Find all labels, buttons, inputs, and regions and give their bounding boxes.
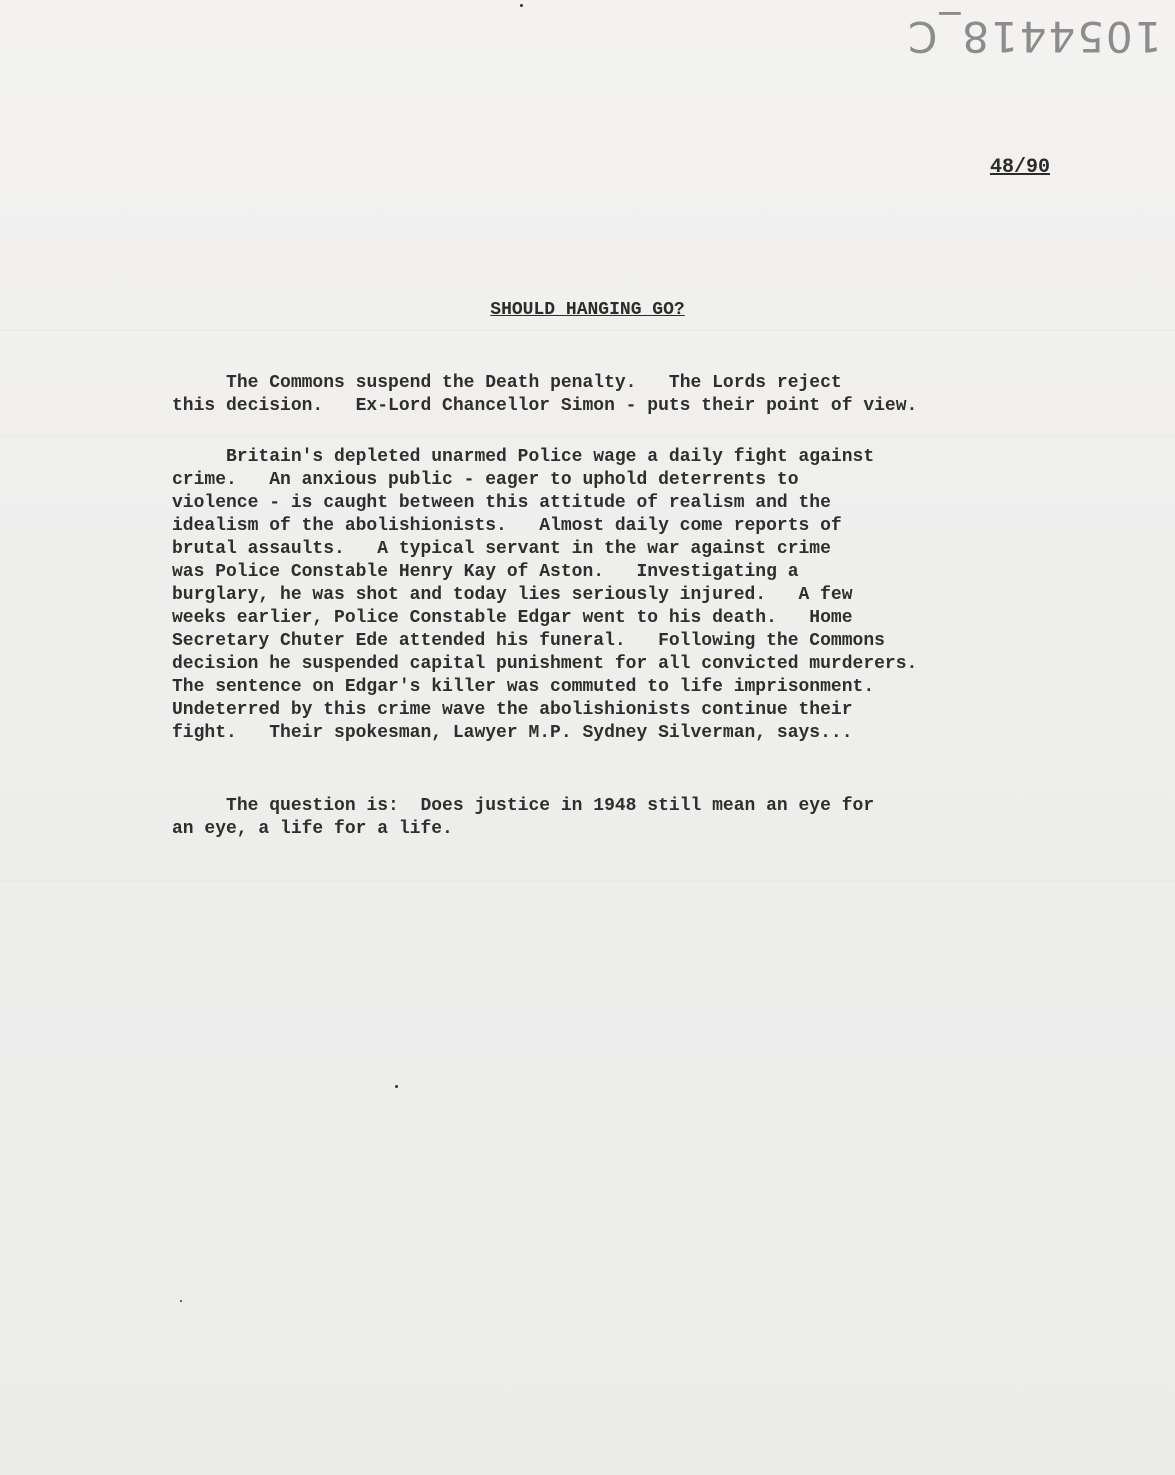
handwritten-reference-number: 1054418_C	[905, 12, 1161, 61]
closing-paragraph: The question is: Does justice in 1948 still mean an eye for an eye, a life for a life.	[172, 796, 875, 839]
main-paragraph: Britain's depleted unarmed Police wage a daily fight against crime. An anxious public - eager to uphold deterrents to violence - is caught between this attitude of realism and the idealism of the abolishionists. Almost daily come reports of brutal assaults. A typical servant in the war against crime was Police Constable Henry Kay of Aston. Investigating a burglary, he was shot and today lies seriously injured. A few weeks earlier, Police Constable Edgar went to his death. Home Secretary Chuter Ede attended his funeral. Following the Commons decision he suspended capital punishment for all convicted murderers. The sentence on Edgar's killer was commuted to life imprisonment. Undeterred by this crime wave the abolishionists continue their fight. Their spokesman, Lawyer M.P. Sydney Silverman, says...	[172, 447, 918, 743]
paper-speck	[395, 1085, 398, 1088]
bleed-through-line	[0, 880, 1175, 881]
document-title: SHOULD HANGING GO?	[490, 300, 685, 320]
paper-speck	[520, 4, 523, 7]
paper-fold-line	[0, 330, 1175, 331]
paper-speck	[180, 1300, 182, 1302]
document-reference-number: 48/90	[989, 156, 1050, 179]
intro-paragraph: The Commons suspend the Death penalty. The Lords reject this decision. Ex-Lord Chancellor Simon - puts their point of view.	[172, 373, 918, 416]
bleed-through-line	[0, 435, 1175, 436]
